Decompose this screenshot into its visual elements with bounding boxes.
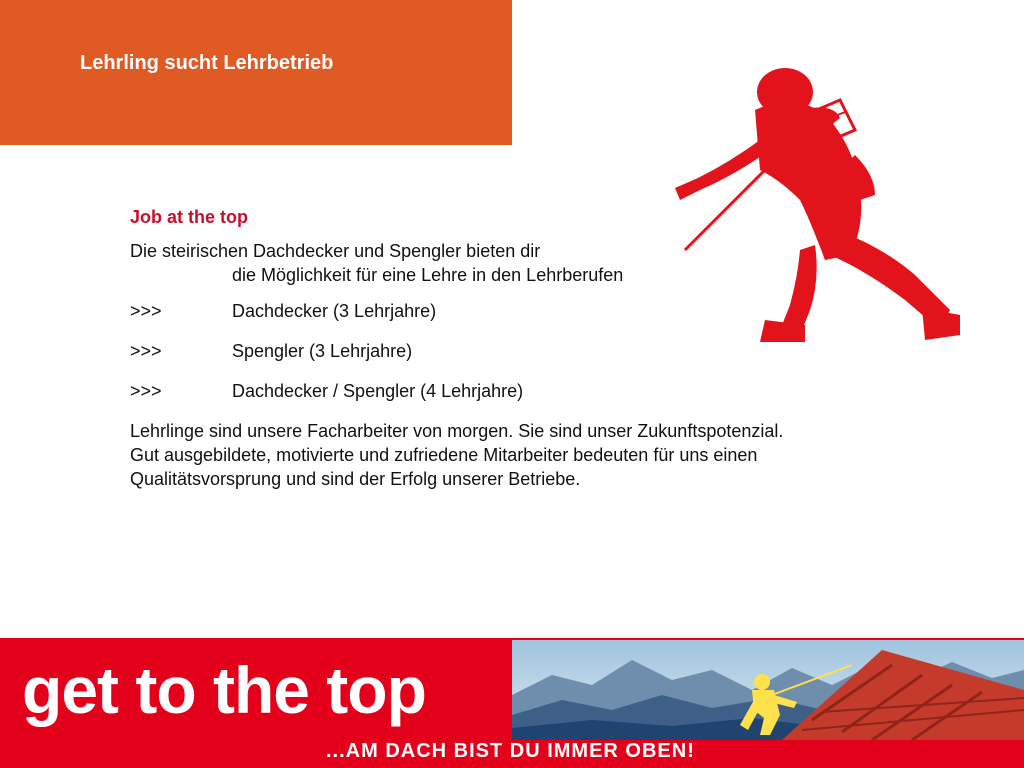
paragraph-line: Gut ausgebildete, motivierte und zufriedene Mitarbeiter bedeuten für uns einen: [130, 445, 758, 465]
list-item: [130, 299, 990, 323]
page-title: Lehrling sucht Lehrbetrieb: [80, 52, 334, 74]
bullet-text: Spengler (3 Lehrjahre): [232, 341, 413, 361]
bullet-marker: >>>: [130, 301, 162, 321]
content-block: [130, 205, 990, 491]
mountain-roof-climber-photo: [512, 640, 1024, 740]
list-item: [130, 339, 990, 363]
paragraph-line: Lehrlinge sind unsere Facharbeiter von morgen. Sie sind unser Zukunftspotenzial.: [130, 421, 784, 441]
bullet-text: Dachdecker / Spengler (4 Lehrjahre): [232, 381, 524, 401]
list-item: [130, 379, 990, 403]
subheading: Job at the top: [130, 207, 248, 227]
intro-line-1: Die steirischen Dachdecker und Spengler bieten dir: [130, 241, 541, 261]
paragraph-line: Qualitätsvorsprung und sind der Erfolg unserer Betriebe.: [130, 469, 581, 489]
intro-text: [130, 239, 990, 287]
banner-slogan: get to the top: [22, 653, 426, 727]
bullet-text: Dachdecker (3 Lehrjahre): [232, 301, 437, 321]
bullet-marker: >>>: [130, 341, 162, 361]
banner-tagline: ...AM DACH BIST DU IMMER OBEN!: [326, 740, 695, 762]
body-paragraph: [130, 419, 990, 491]
bullet-marker: >>>: [130, 381, 162, 401]
intro-line-2: die Möglichkeit für eine Lehre in den Lehrberufen: [232, 265, 624, 285]
